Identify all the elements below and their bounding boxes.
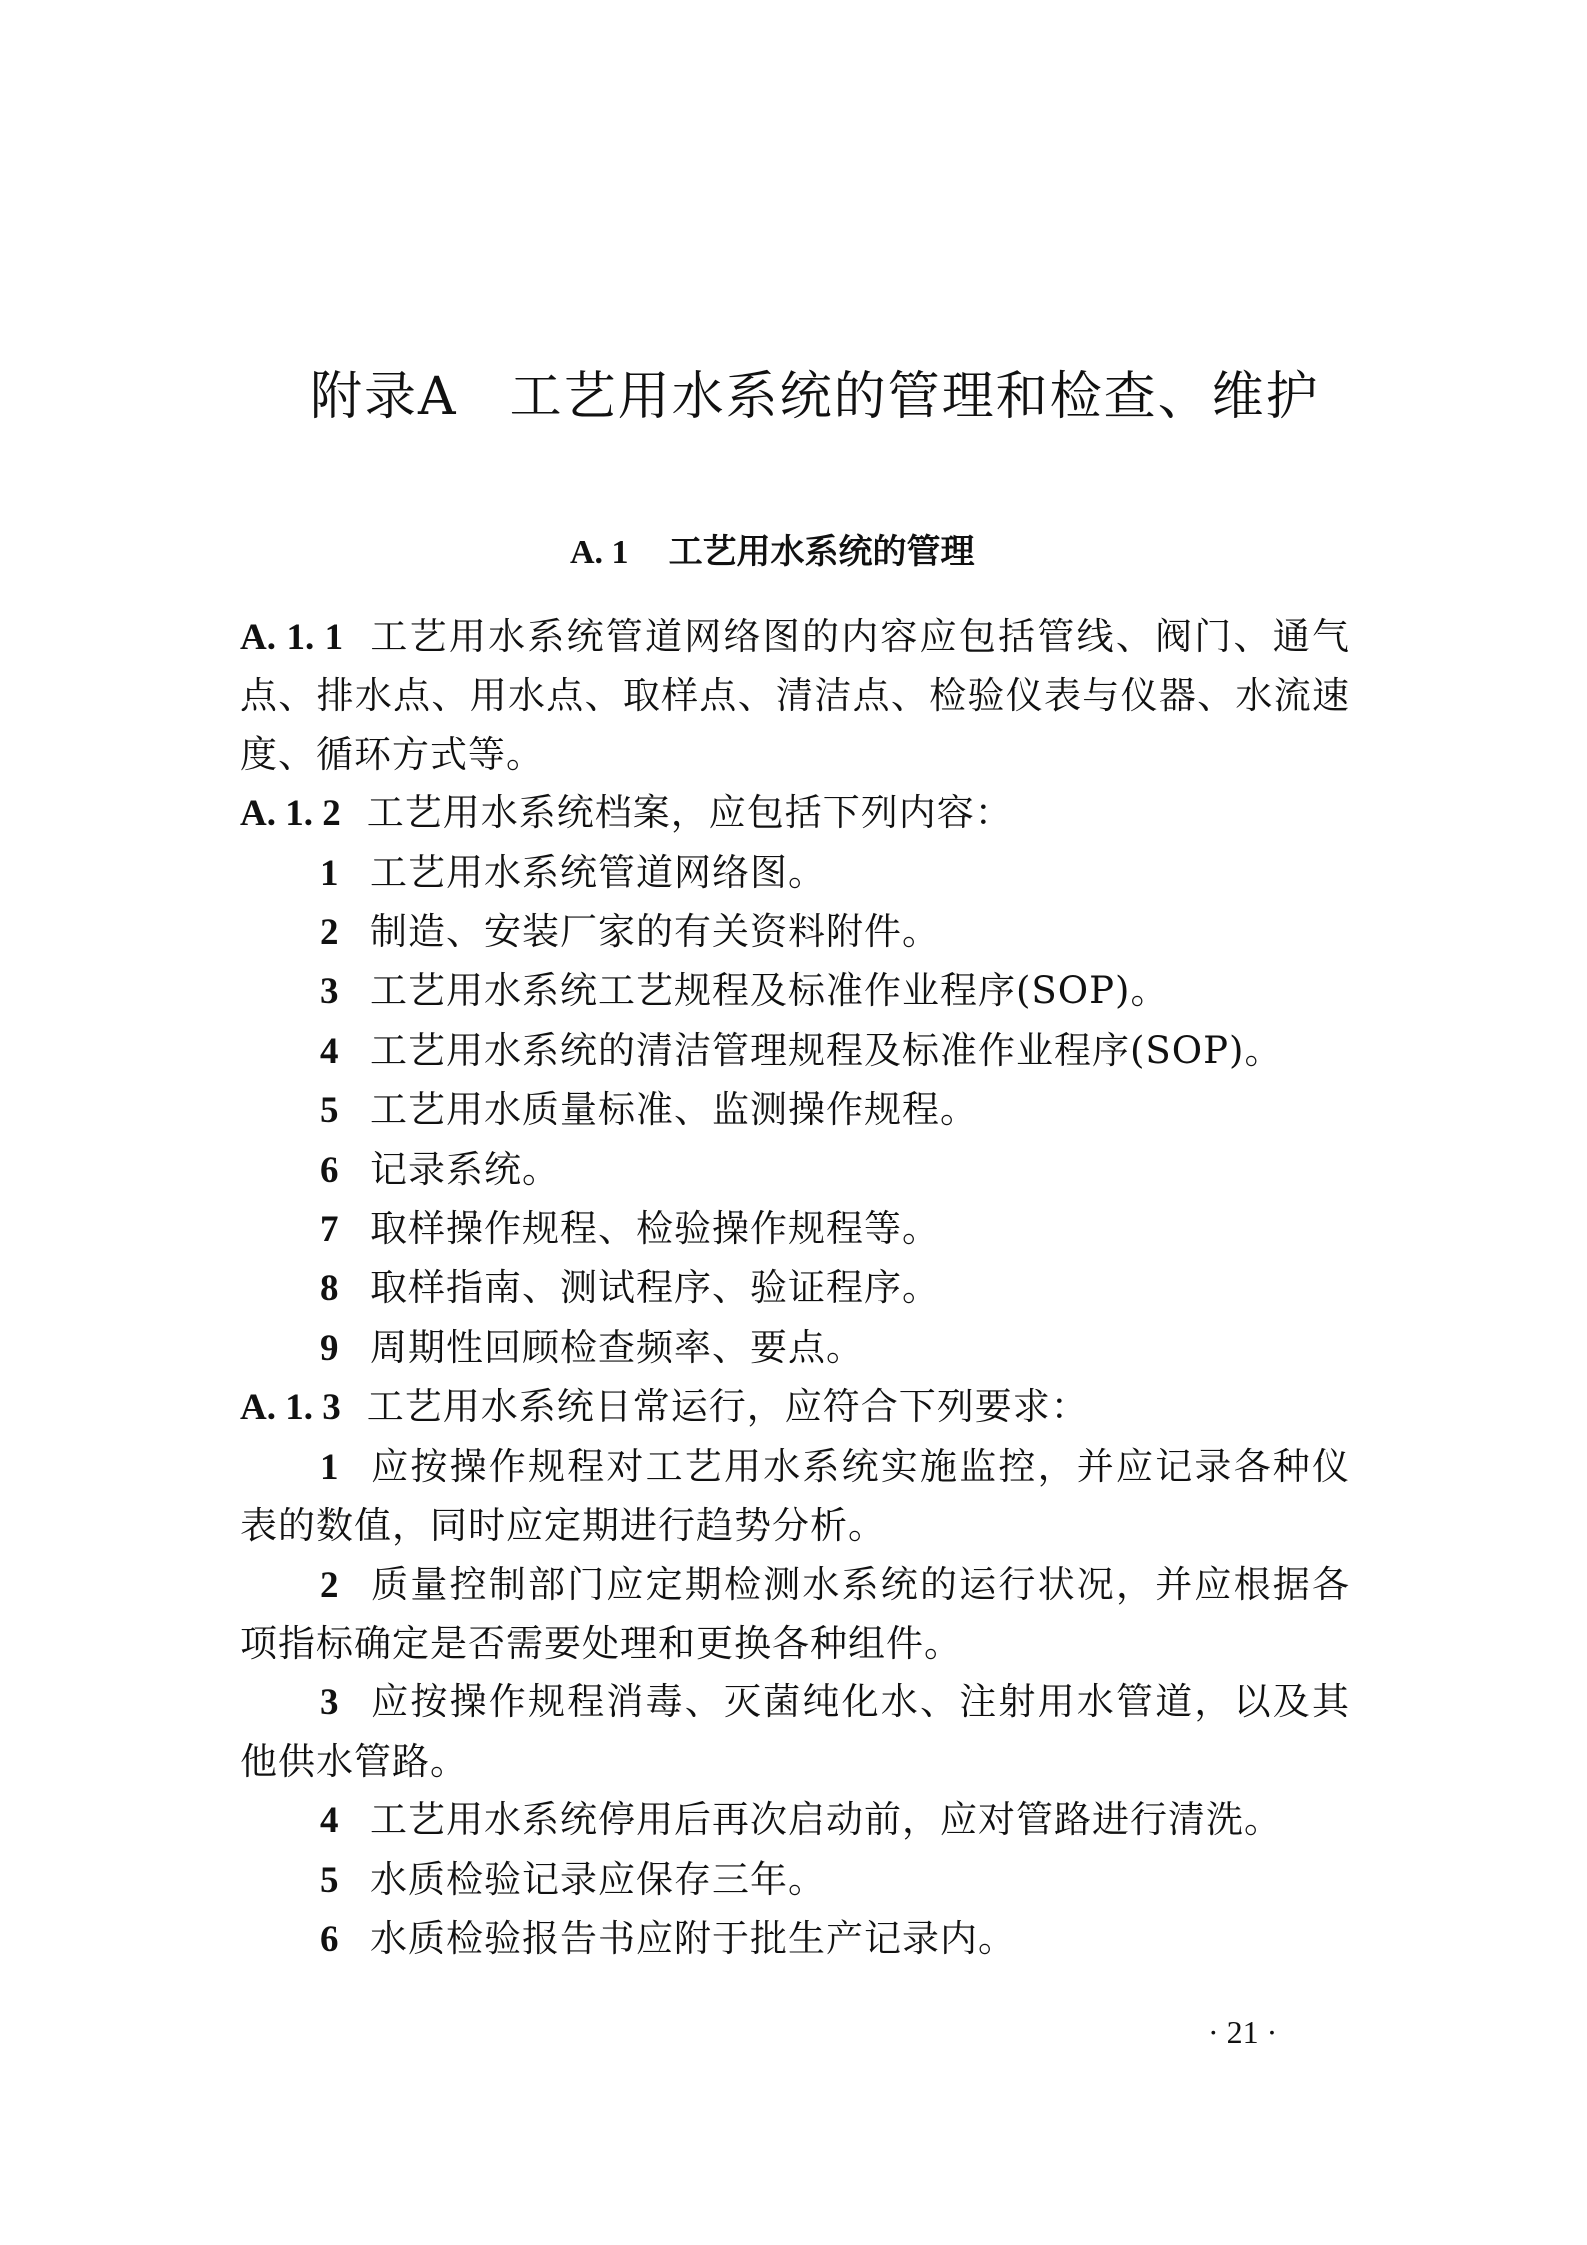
list-item xyxy=(240,1081,1350,1140)
list-item xyxy=(240,1910,1350,1969)
item-number: 7 xyxy=(320,1209,339,1251)
list-item xyxy=(240,1556,1350,1674)
list-item xyxy=(240,1259,1350,1318)
list-item xyxy=(240,1319,1350,1378)
item-number: 6 xyxy=(320,1149,339,1191)
item-text: 制造、安装厂家的有关资料附件。 xyxy=(370,910,940,954)
clause-a112 xyxy=(240,784,1350,843)
item-text: 取样操作规程、检验操作规程等。 xyxy=(370,1207,940,1251)
item-number: 6 xyxy=(320,1918,339,1960)
item-text: 应按操作规程对工艺用水系统实施监控，并应记录各种仪表的数值，同时应定期进行趋势分析。 xyxy=(240,1444,1350,1548)
item-text: 工艺用水系统工艺规程及标准作业程序(SOP)。 xyxy=(370,969,1169,1013)
item-text: 记录系统。 xyxy=(370,1147,560,1191)
item-text: 质量控制部门应定期检测水系统的运行状况，并应根据各项指标确定是否需要处理和更换各种组件。 xyxy=(240,1562,1350,1665)
item-number: 4 xyxy=(320,1800,339,1842)
list-item xyxy=(240,844,1350,903)
list-item xyxy=(240,1022,1350,1081)
item-text: 工艺用水系统停用后再次启动前，应对管路进行清洗。 xyxy=(370,1798,1282,1842)
item-text: 水质检验记录应保存三年。 xyxy=(370,1857,826,1901)
list-item xyxy=(240,1200,1350,1259)
item-number: 8 xyxy=(320,1268,339,1310)
item-text: 取样指南、测试程序、验证程序。 xyxy=(370,1266,940,1310)
list-item xyxy=(240,1673,1350,1791)
item-number: 2 xyxy=(320,1564,339,1606)
item-number: 2 xyxy=(320,912,339,954)
item-number: 5 xyxy=(320,1859,339,1901)
list-item xyxy=(240,1141,1350,1200)
clause-a113 xyxy=(240,1378,1350,1437)
document-body xyxy=(240,608,1350,1969)
section-title: 工艺用水系统的管理 xyxy=(668,532,975,572)
clause-number: A. 1. 3 xyxy=(240,1387,341,1429)
appendix-label: 附录A xyxy=(310,367,458,427)
appendix-title-text: 工艺用水系统的管理和检查、维护 xyxy=(509,367,1320,427)
item-text: 工艺用水系统管道网络图。 xyxy=(370,850,826,894)
section-heading xyxy=(570,524,1270,581)
item-number: 4 xyxy=(320,1030,339,1072)
item-number: 1 xyxy=(320,852,339,894)
list-item xyxy=(240,1851,1350,1910)
clause-text: 工艺用水系统日常运行，应符合下列要求： xyxy=(366,1385,1089,1429)
item-number: 3 xyxy=(320,971,339,1013)
item-text: 水质检验报告书应附于批生产记录内。 xyxy=(370,1916,1016,1960)
list-item xyxy=(240,1438,1350,1556)
item-text: 工艺用水系统的清洁管理规程及标准作业程序(SOP)。 xyxy=(370,1028,1283,1072)
item-number: 1 xyxy=(320,1446,339,1488)
clause-text: 工艺用水系统档案，应包括下列内容： xyxy=(366,791,1013,835)
list-item xyxy=(240,962,1350,1021)
page-number: · 21 · xyxy=(1208,2014,1278,2050)
item-number: 5 xyxy=(320,1090,339,1132)
item-text: 应按操作规程消毒、灭菌纯化水、注射用水管道，以及其他供水管路。 xyxy=(240,1680,1350,1783)
item-text: 周期性回顾检查频率、要点。 xyxy=(370,1325,864,1369)
section-number: A. 1 xyxy=(570,534,629,571)
list-item xyxy=(240,1791,1350,1850)
item-number: 3 xyxy=(320,1682,339,1724)
clause-a111 xyxy=(240,608,1350,784)
page-title xyxy=(310,362,1320,432)
clause-number: A. 1. 2 xyxy=(240,793,341,835)
list-item xyxy=(240,903,1350,962)
item-text: 工艺用水质量标准、监测操作规程。 xyxy=(370,1088,978,1132)
clause-text: 工艺用水系统管道网络图的内容应包括管线、阀门、通气点、排水点、用水点、取样点、清洁点、检验仪表与仪器、水流速度、循环方式等。 xyxy=(240,615,1350,776)
clause-number: A. 1. 1 xyxy=(240,617,344,658)
item-number: 9 xyxy=(320,1327,339,1369)
